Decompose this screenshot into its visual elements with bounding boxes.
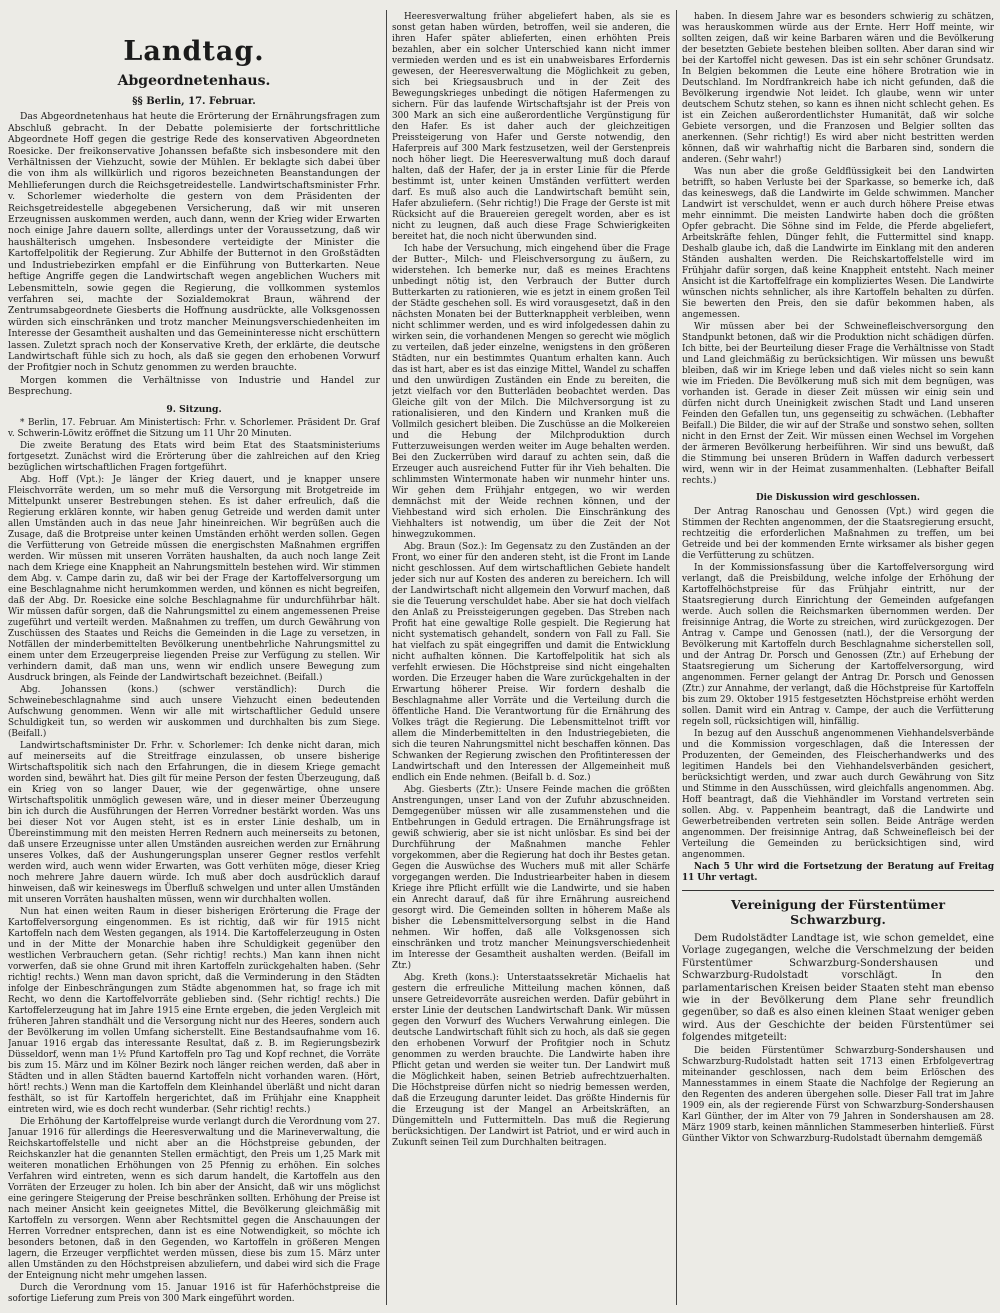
paragraph: In bezug auf den Ausschuß angenommenen Viehhandelsverbände und die Kommission vorgeschlagen, daß die Interessen der Produzenten, der Gemeinden, des Fleischerhandwerks und des legitimen Handels bei den Viehhandelsverbänden gesichert, berücksichtigt werden, und zwar auch durch Gewährung von Sitz und Stimme in den Ausschüssen, wird gleichfalls angenommen. Abg. Hoff beantragt, daß die Viehhändler im Vorstand vertreten sein sollen. Abg. v. Pappenheim beantragt, daß die Landwirte und Gewerbetreibenden vertreten sein sollen. Beide Anträge werden angenommen. Der freisinnige Antrag, daß Schweinefleisch bei der Verteilung die Gemeinden zu berücksichtigen sind, wird angenommen. <box>682 729 994 860</box>
session-heading: 9. Sitzung. <box>166 403 222 415</box>
column-2 <box>392 12 670 1305</box>
paragraph: Abg. Braun (Soz.): Im Gegensatz zu den Zuständen an der Front, wo einer für den anderen steht, ist die Front im Lande nicht geschlossen. Auf dem wirtschaftlichen Gebiete handelt jeder sich nur auf Kosten des anderen zu bereichern. Ich will der Landwirtschaft nicht allgemein den Vorwurf machen, daß sie die Teuerung verschuldet habe. Aber sie hat doch vielfach den Anlaß zu Preissteigerungen gegeben. Das Streben nach Profit hat eine gewaltige Rolle gespielt. Die Regierung hat nicht systematisch gehandelt, sondern von Fall zu Fall. Sie hat vielfach zu spät eingegriffen und damit die Entwicklung nicht aufhalten können. Die Kartoffelpolitik hat sich als verfehlt erwiesen. Die Höchstpreise sind nicht eingehalten worden. Die Erzeuger haben die Ware zurückgehalten in der Erwartung höherer Preise. Wir fordern deshalb die Beschlagnahme aller Vorräte und die Verteilung durch die öffentliche Hand. Die Verantwortung für die Ernährung des Volkes trägt die Regierung. Die Lebensmittelnot trifft vor allem die Minderbemittelten in den Industriegebieten, die sich die teuren Nahrungsmittel nicht beschaffen können. Das Schwanken der Regierung zwischen den Profitinteressen der Landwirtschaft und den Interessen der Allgemeinheit muß endlich ein Ende nehmen. (Beifall b. d. Soz.) <box>392 542 670 783</box>
column-rule <box>676 10 677 1305</box>
paragraph: Die zweite Beratung des Etats wird beim Etat des Staatsministeriums fortgesetzt. Zunächst wird die Erörterung über die zahlreichen auf den Krieg bezüglichen wirtschaftlichen Fragen fortgeführt. <box>8 440 380 473</box>
paragraph: Durch die Verordnung vom 15. Januar 1916 ist für Haferhöchstpreise die sofortige Lieferung zum Preis von 300 Mark eingeführt worden. <box>8 1282 380 1304</box>
paragraph: Ich habe der Versuchung, mich eingehend über die Frage der Butter-, Milch- und Fleischversorgung zu äußern, zu widerstehen. Ich bemerke nur, daß es meines Erachtens unbedingt nötig ist, den Verbrauch der Butter durch Butterkarten zu rationieren, wie es jetzt in einem großen Teil der Städte geschehen soll. Es wird vorausgesetzt, daß in den nächsten Monaten bei der Butterknappheit verbleiben, wenn nicht schlimmer werden, und es wird infolgedessen dahin zu wirken sein, die vorhandenen Mengen so gerecht wie möglich zu verteilen, daß jeder einzelne, wenigstens in den größeren Städten, nur ein bestimmtes Quantum erhalten kann. Auch das ist hart, aber es ist das einzige Mittel, Wandel zu schaffen und den unwürdigen Zuständen ein Ende zu bereiten, die jetzt vielfach vor den Butterläden beobachtet werden. Das Gleiche gilt von der Milch. Die Milchversorgung ist zu rationalisieren, und den Kindern und Kranken muß die Vollmilch gesichert bleiben. Die Zuschüsse an die Molkereien und die Hebung der Milchproduktion durch Futterzuweisungen werden weiter im Auge behalten werden. Bei den Zuckerrüben wird darauf zu achten sein, daß die Erzeuger auch ausreichend Futter für ihr Vieh behalten. Die schlimmsten Wintermonate haben wir nunmehr hinter uns. Wir gehen dem Frühjahr entgegen, wo wir werden demnächst mit der Weide rechnen können, und der Viehbestand wird sich erholen. Die Einschränkung des Viehhalters ist notwendig, um über die Zeit der Not hinwegzukommen. <box>392 244 670 540</box>
paragraph: In der Kommissionsfassung über die Kartoffelversorgung wird verlangt, daß die Preisbildung, welche infolge der Erhöhung der Kartoffelhöchstpreise für das Frühjahr eintritt, nur der Staatsregierung durch Einrichtung der Gemeinden aufgefangen werde. Auch sollen die Reichsmarken übernommen werden. Der freisinnige Antrag, die Worte zu streichen, wird zurückgezogen. Der Antrag v. Campe und Genossen (natl.), der die Versorgung der Bevölkerung mit Kartoffeln durch Beschlagnahme sicherstellen soll, und der Antrag Dr. Porsch und Genossen (Ztr.) auf Erhebung der Staatsregierung um Sicherung der Kartoffelversorgung, wird angenommen. Ferner gelangt der Antrag Dr. Porsch und Genossen (Ztr.) zur Annahme, der verlangt, daß die Höchstpreise für Kartoffeln bis zum 29. Oktober 1915 festgesetzten Höchstpreise erhöht werden sollen. Damit wird ein Antrag v. Campe, der auch die Verfütterung regeln soll, rücksichtigen will, hinfällig. <box>682 563 994 727</box>
column-1 <box>8 12 380 1305</box>
paragraph: haben. In diesem Jahre war es besonders schwierig zu schätzen, was herauskommen würde aus der Ernte. Herr Hoff meinte, wir sollten zeigen, daß wir keine Barbaren wären und die Bevölkerung der besetzten Gebiete bestehen bleiben sollten. Aber daran sind wir bei der Kartoffel nicht gewesen. Das ist ein sehr schöner Grundsatz. In Belgien bekommen die Leute eine höhere Brotration wie in Deutschland. Im Nordfrankreich habe ich nicht gefunden, daß die Bevölkerung irgendwie Not leidet. Ich glaube, wenn wir unter deutschem Schutz stehen, so kann es ihnen nicht schlecht gehen. Es ist ein Zeichen außerordentlichster Humanität, daß wir solche Gebiete versorgen, und die Franzosen und Belgier sollten das anerkennen. (Sehr richtig!) Es wird aber nicht bestritten werden können, daß wir wahrhaftig nicht die Barbaren sind, sondern die anderen. (Sehr wahr!) <box>682 12 994 165</box>
paragraph: Dem Rudolstädter Landtage ist, wie schon gemeldet, eine Vorlage zugegangen, welche die Verschmelzung der beiden Fürstentümer Schwarzburg-Sondershausen und Schwarzburg-Rudolstadt vorschlägt. In den parlamentarischen Kreisen beider Staaten steht man ebenso wie in der Bevölkerung dem Plane sehr freundlich gegenüber, so daß es also einen kleinen Staat weniger geben wird. Aus der Geschichte der beiden Fürstentümer sei folgendes mitgeteilt: <box>682 933 994 1044</box>
paragraph: Morgen kommen die Verhältnisse von Industrie und Handel zur Besprechung. <box>8 374 380 398</box>
paragraph: Abg. Hoff (Vpt.): Je länger der Krieg dauert, und je knapper unsere Fleischvorräte werden, um so mehr muß die Versorgung mit Brotgetreide im Mittelpunkt unserer Bestrebungen stehen. Es ist daher erfreulich, daß die Regierung erklären konnte, wir haben genug Getreide und werden damit unter allen Umständen auch in das neue Jahr hineinreichen. Wir begrüßen auch die Zusage, daß die Brotpreise unter keinen Umständen erhöht werden sollen. Gegen die Verfütterung von Getreide müssen die energischsten Maßnahmen ergriffen werden. Wir müssen mit unseren Vorräten haushalten, da auch noch lange Zeit nach dem Kriege eine Knappheit an Nahrungsmitteln bestehen wird. Wir stimmen dem Abg. v. Campe darin zu, daß wir bei der Frage der Kartoffelversorgung um eine Beschlagnahme nicht herumkommen werden, und können es nicht begreifen, daß der Abg. Dr. Roesicke eine solche Beschlagnahme für undurchführbar hält. Wir müssen dafür sorgen, daß die Nahrungsmittel zu einem angemessenen Preise zugeführt und verteilt werden. Maßnahmen zu treffen, um durch Gewährung von Zuschüssen des Staates und Reichs die Gemeinden in die Lage zu versetzen, in Notfällen der minderbemittelten Bevölkerung unentbehrliche Nahrungsmittel zu einem unter dem Erzeugerpreise liegenden Preise zur Verfügung zu stellen. Wir verhindern damit, daß man uns, wenn wir endlich unsere Bewegung zum Ausdruck bringen, als Feinde der Landwirtschaft bezeichnet. (Beifall.) <box>8 474 380 683</box>
paragraph: Nun hat einen weiten Raum in dieser bisherigen Erörterung die Frage der Kartoffelversorgung eingenommen. Es ist richtig, daß wir für 1915 nicht Kartoffeln nach dem Westen gegangen, als 1914. Die Kartoffelerzeugung in Osten und in der Mitte der Monarchie haben ihre Schuldigkeit gegenüber den westlichen Verbrauchern getan. (Sehr richtig! rechts.) Man kann ihnen nicht vorwerfen, daß sie ohne Grund mit ihren Kartoffeln zurückgehalten haben. (Sehr richtig! rechts.) Wenn man davon spricht, daß die Verminderung in den Städten infolge der Einbeschrängungen zum Städte abgenommen hat, so frage ich mit Recht, wo denn die Kartoffelvorräte geblieben sind. (Sehr richtig! rechts.) Die Kartoffelerzeugung hat im Jahre 1915 eine Ernte ergeben, die jeden Vergleich mit früheren Jahren standhält und die Versorgung nicht nur des Heeres, sondern auch der Bevölkerung im vollen Umfang sicherstellt. Eine Bestandsaufnahme vom 16. Januar 1916 ergab das interessante Resultat, daß z. B. im Regierungsbezirk Düsseldorf, wenn man 1½ Pfund Kartoffeln pro Tag und Kopf rechnet, die Vorräte bis zum 15. März und im Kölner Bezirk noch länger reichen werden, daß aber in Städten und in allen Städten bauernd Kartoffeln nicht vorhanden waren. (Hört, hört! rechts.) Wenn man die Kartoffeln dem Kleinhandel überläßt und nicht daran festhält, so ist für Kartoffeln hergerichtet, daß im Frühjahr eine Knappheit eintreten wird, wie es doch recht wunderbar. (Sehr richtig! rechts.) <box>8 906 380 1115</box>
section-subtitle: Abgeordnetenhaus. <box>117 73 271 89</box>
paragraph: Wir müssen aber bei der Schweinefleischversorgung den Standpunkt betonen, daß wir die Produktion nicht schädigen dürfen. Ich bitte, bei der Beurteilung dieser Frage die Verhältnisse von Stadt und Land gleichmäßig zu berücksichtigen. Wir müssen uns bewußt bleiben, daß wir im Kriege leben und daß vieles nicht so sein kann wie im Frieden. Die Bevölkerung muß sich mit dem begnügen, was vorhanden ist. Gerade in dieser Zeit müssen wir einig sein und dürfen nicht durch Uneinigkeit zwischen Stadt und Land unseren Feinden den Gefallen tun, uns gegenseitig zu schwächen. (Lebhafter Beifall.) Die Bilder, die wir auf der Straße und sonstwo sehen, sollten nicht in den Ernst der Zeit. Wir müssen einen Wechsel im Vorgehen der ärmeren Bevölkerung herbeiführen. Wir sind uns bewußt, daß die Stimmung bei unseren Brüdern in Waffen dadurch verbessert wird, wenn wir in der Heimat zusammenhalten. (Lebhafter Beifall rechts.) <box>682 322 994 486</box>
paragraph: Die beiden Fürstentümer Schwarzburg-Sondershausen und Schwarzburg-Rudolstadt hatten seit 1713 einen Erbfolgevertrag miteinander geschlossen, nach dem beim Erlöschen des Mannesstammes in einem Staate die Nachfolge der Regierung an den Regenten des anderen übergehen solle. Dieser Fall trat im Jahre 1909 ein, als der regierende Fürst von Schwarzburg-Sondershausen Karl Günther, der im Alter von 79 Jahren in Sondershausen am 28. März 1909 starb, keinen männlichen Stammeserben hinterließ. Fürst Günther Viktor von Schwarzburg-Rudolstadt übernahm demgemäß <box>682 1045 994 1144</box>
paragraph: Heeresverwaltung früher abgeliefert haben, als sie es sonst getan haben würden, betroffen, weil sie anderen, die ihren Hafer später ablieferten, einen erhöhten Preis bezahlen, aber ein solcher Unterschied kann nicht immer vermieden werden und es ist ein unabweisbares Erfordernis gewesen, der Heeresverwaltung die Möglichkeit zu geben, sich bei Kriegsausbruch und in der Zeit des Bewegungskrieges unbedingt die nötigen Hafermengen zu sichern. Für das laufende Wirtschaftsjahr ist der Preis von 300 Mark an sich eine außerordentliche Vergünstigung für den Hafer. Es ist daher auch der gleichzeitigen Preissteigerung von Hafer und Gerste notwendig, den Haferpreis auf 300 Mark festzusetzen, weil der Gerstenpreis noch höher liegt. Die Heeresverwaltung muß doch darauf halten, daß der Hafer, der ja in erster Linie für die Pferde bestimmt ist, unter keinen Umständen verfüttert werden darf. Es muß also auch die Landwirtschaft bemüht sein, Hafer abzuliefern. (Sehr richtig!) Die Frage der Gerste ist mit Rücksicht auf die Brauereien geregelt worden, aber es ist nicht zu leugnen, daß auch diese Frage Schwierigkeiten bereitet hat, die noch nicht überwunden sind. <box>392 12 670 242</box>
column-rule <box>386 10 387 1305</box>
paragraph: Das Abgeordnetenhaus hat heute die Erörterung der Ernährungsfragen zum Abschluß gebracht. In der Debatte polemisierte der fortschrittliche Abgeordnete Hoff gegen die gestrige Rede des konservativen Abgeordneten Roesicke. Der freikonservative Johanssen befaßte sich insbesondere mit den Verhältnissen der Viehzucht, sowie der Mühlen. Er beklagte sich dabei über die von ihm als willkürlich und rigoros bezeichneten Beanstandungen der Mehllieferungen durch die Reichsgetreidestelle. Landwirtschaftsminister Frhr. v. Schorlemer wiederholte die gestern von dem Präsidenten der Reichsgetreidestelle abgegebenen Versicherung, daß wir mit unseren Erzeugnissen auskommen werden, auch dann, wenn der Krieg wider Erwarten noch einige Jahre dauern sollte, allerdings unter der Voraussetzung, daß wir haushälterisch umgehen. Insbesondere verteidigte der Minister die Kartoffelpolitik der Regierung. Zur Abhilfe der Butternot in den Großstädten und Industriebezirken empfahl er die Einführung von Butterkarten. Neue heftige Angriffe gegen die Landwirtschaft wegen angeblichen Wuchers mit Lebensmitteln, sowie gegen die Regierung, die vollkommen systemlos verfahren sei, machte der Sozialdemokrat Braun, während der Zentrumsabgeordnete Giesberts die Hoffnung ausdrückte, alle Volksgenossen würden sich einschränken und trotz mancher Meinungsverschiedenheiten im Interesse der Gesamtheit aushalten und das Gemeininteresse nicht erschüttern lassen. Zuletzt sprach noch der Konservative Kreth, der erklärte, die deutsche Landwirtschaft fühle sich zu hoch, als daß sie gegen den erhobenen Vorwurf der Profitgier noch in Schutz genommen zu werden brauchte. <box>8 111 380 374</box>
adjournment-note: Nach 5 Uhr wird die Fortsetzung der Beratung auf Freitag 11 Uhr vertagt. <box>682 862 994 883</box>
article-title: Vereinigung der Fürstentümer Schwarzburg. <box>730 897 946 927</box>
paragraph: Abg. Giesberts (Ztr.): Unsere Feinde machen die größten Anstrengungen, unser Land von der Zufuhr abzuschneiden. Demgegenüber müssen wir alle zusammenstehen und die Entbehrungen in Geduld ertragen. Die Ernährungsfrage ist gewiß schwierig, aber sie ist nicht unlösbar. Es sind bei der Durchführung der Maßnahmen manche Fehler vorgekommen, aber die Regierung hat doch ihr Bestes getan. Gegen die Auswüchse des Wuchers muß mit aller Schärfe vorgegangen werden. Die Industriearbeiter haben in diesem Kriege ihre Pflicht erfüllt wie die Landwirte, und sie haben ein Anrecht darauf, daß für ihre Ernährung ausreichend gesorgt wird. Die Gemeinden sollten in höherem Maße als bisher die Lebensmittelversorgung selbst in die Hand nehmen. Wir hoffen, daß alle Volksgenossen sich einschränken und trotz mancher Meinungsverschiedenheit im Interesse der Gesamtheit aushalten werden. (Beifall im Ztr.) <box>392 785 670 971</box>
paragraph: Abg. Kreth (kons.): Unterstaatssekretär Michaelis hat gestern die erfreuliche Mitteilung machen können, daß unsere Getreidevorräte ausreichen werden. Dafür gebührt in erster Linie der deutschen Landwirtschaft Dank. Wir müssen gegen den Vorwurf des Wuchers Verwahrung einlegen. Die deutsche Landwirtschaft fühlt sich zu hoch, als daß sie gegen den erhobenen Vorwurf der Profitgier noch in Schutz genommen zu werden brauchte. Die Landwirte haben ihre Pflicht getan und werden sie weiter tun. Der Landwirt muß die Möglichkeit haben, seinen Betrieb aufrechtzuerhalten. Die Höchstpreise dürfen nicht so niedrig bemessen werden, daß die Erzeugung darunter leidet. Das größte Hindernis für die Erzeugung ist der Mangel an Arbeitskräften, an Düngemitteln und Futtermitteln. Das muß die Regierung berücksichtigen. Der Landwirt ist Patriot, und er wird auch in Zukunft seinen Teil zum Durchhalten beitragen. <box>392 973 670 1148</box>
section-title: Landtag. <box>123 36 265 67</box>
paragraph: Landwirtschaftsminister Dr. Frhr. v. Schorlemer: Ich denke nicht daran, mich auf meinerseits auf die Streitfrage einzulassen, ob unsere bisherige Wirtschaftspolitik sich nach den Erfahrungen, die in diesem Kriege gemacht worden sind, bewährt hat. Dies gilt für meine Person der festen Überzeugung, daß ein Krieg von so langer Dauer, wie der gegenwärtige, ohne unsere Wirtschaftspolitik unmöglich gewesen wäre, und in dieser meiner Überzeugung bin ich durch die Ausführungen der Herren Vorredner bestärkt worden. Was uns bei dieser Not vor Augen steht, ist es in erster Linie deshalb, um in Übereinstimmung mit den meisten Herren Rednern auch meinerseits zu betonen, daß unsere Erzeugnisse unter allen Umständen ausreichen werden zur Ernährung unseres Volkes, daß der Aushungerungsplan unserer Gegner restlos verfehlt werden wird, auch wenn wider Erwarten, was Gott verhüten möge, dieser Krieg noch mehrere Jahre dauern würde. Ich muß aber doch ausdrücklich darauf hinweisen, daß wir keineswegs im Überfluß schwelgen und unter allen Umständen mit unseren Vorräten haushalten müssen, wenn wir durchhalten wollen. <box>8 740 380 905</box>
paragraph: Was nun aber die große Geldflüssigkeit bei den Landwirten betrifft, so haben Verluste bei der Sparkasse, so bemerke ich, daß das keineswegs, daß die Landwirte im Gelde schwimmen. Mancher Landwirt ist verschuldet, wenn er auch durch höhere Preise etwas mehr einnimmt. Die meisten Landwirte haben doch die größten Opfer gebracht. Die Söhne sind im Felde, die Pferde abgeliefert, Arbeitskräfte fehlen, Dünger fehlt, die Futtermittel sind knapp. Deshalb glaube ich, daß die Landwirte im Einklang mit den anderen Ständen aushalten werden. Die Reichskartoffelstelle wird im Frühjahr dafür sorgen, daß keine Knappheit entsteht. Nach meiner Ansicht ist die Kartoffelfrage ein kompliziertes Wesen. Die Landwirte wünschen nichts sehnlicher, als ihre Kartoffeln behalten zu dürfen. Sie bewerten den Preis, den sie dafür bekommen haben, als angemessen. <box>682 167 994 320</box>
paragraph: Abg. Johanssen (kons.) (schwer verständlich): Durch die Schweinebeschlagnahme sind auch unsere Viehzucht einen bedeutenden Aufschwung genommen. Wenn wir alle mit wirtschaftlicher Geduld unsere Schuldigkeit tun, so werden wir auskommen und durchhalten bis zum Siege. (Beifall.) <box>8 684 380 739</box>
dateline: §§ Berlin, 17. Februar. <box>132 96 256 107</box>
paragraph: Der Antrag Ranoschau und Genossen (Vpt.) wird gegen die Stimmen der Rechten angenommen, der die Staatsregierung ersucht, rechtzeitig die erforderlichen Maßnahmen zu treffen, um bei Getreide und bei der kommenden Ernte wirksamer als bisher gegen die Verfütterung zu schützen. <box>682 507 994 561</box>
paragraph: Die Erhöhung der Kartoffelpreise wurde verlangt durch die Verordnung vom 27. Januar 1916 für allerdings die Heeresverwaltung und die Marineverwaltung, die Reichskartoffelstelle und nicht aber an die Höchstpreise gebunden, der Reichskanzler hat die genannten Stellen ermächtigt, den Preis um 1,25 Mark mit weiteren monatlichen Erhöhungen von 25 Pfennig zu erhöhen. Ein solches Verfahren wird eintreten, wenn es sich darum handelt, die Kartoffeln aus den Vorräten der Erzeuger zu holen. Ich bin aber der Ansicht, daß wir uns möglichst eine geringere Steigerung der Preise beschränken sollten. Erhöhung der Preise ist nach meiner Ansicht kein geeignetes Mittel, die Bevölkerung gleichmäßig mit Kartoffeln zu versorgen. Wenn aber Rechtsmittel gegen die Anschauungen der Herren Vorredner entsprechen, dann ist es eine Notwendigkeit, so möchte ich besonders betonen, daß in den Gegenden, wo Kartoffeln in größeren Mengen lagern, die Erzeuger verpflichtet werden müssen, diese bis zum 15. März unter allen Umständen zu den Höchstpreisen abzuliefern, und dabei wird sich die Frage der Enteignung nicht mehr umgehen lassen. <box>8 1116 380 1281</box>
divider <box>682 890 994 891</box>
paragraph: * Berlin, 17. Februar. Am Ministertisch: Frhr. v. Schorlemer. Präsident Dr. Graf v. Schwerin-Löwitz eröffnet die Sitzung um 11 Uhr 20 Minuten. <box>8 417 380 439</box>
discussion-closed: Die Diskussion wird geschlossen. <box>755 493 920 503</box>
column-3 <box>682 12 994 1305</box>
